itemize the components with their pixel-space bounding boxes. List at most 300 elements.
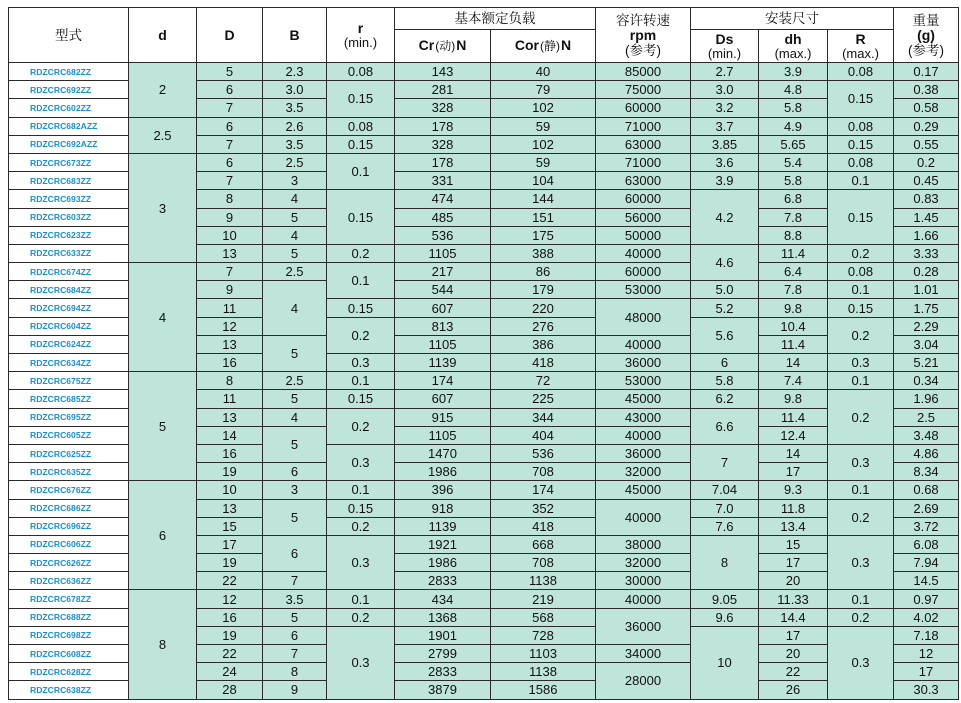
weight-cell: 14.5 [894, 572, 959, 590]
outer-diameter-D-cell: 5 [197, 63, 263, 81]
allowable-speed-cell: 32000 [596, 554, 691, 572]
outer-diameter-D-cell: 11 [197, 390, 263, 408]
fillet-R-cell: 0.15 [828, 81, 894, 117]
chamfer-r-cell: 0.2 [327, 244, 395, 262]
chamfer-r-cell: 0.15 [327, 390, 395, 408]
shoulder-Ds-cell: 9.05 [691, 590, 759, 608]
housing-dh-cell: 14 [759, 444, 828, 462]
outer-diameter-D-cell: 8 [197, 190, 263, 208]
outer-diameter-D-cell: 19 [197, 626, 263, 644]
static-load-Cor-cell: 179 [491, 281, 596, 299]
model-number-cell[interactable]: RDZCRC693ZZ [9, 190, 129, 208]
model-number-cell[interactable]: RDZCRC628ZZ [9, 663, 129, 681]
weight-cell: 12 [894, 645, 959, 663]
header-weight [894, 8, 959, 63]
allowable-speed-cell: 36000 [596, 354, 691, 372]
shoulder-Ds-cell: 3.7 [691, 117, 759, 135]
housing-dh-cell: 9.3 [759, 481, 828, 499]
model-number-cell[interactable]: RDZCRC682AZZ [9, 117, 129, 135]
outer-diameter-D-cell: 13 [197, 335, 263, 353]
allowable-speed-cell: 63000 [596, 135, 691, 153]
bore-d-cell: 3 [129, 153, 197, 262]
header-Ds-qualifier: (min.) [707, 45, 742, 61]
width-B-cell: 5 [263, 608, 327, 626]
shoulder-Ds-cell: 8 [691, 535, 759, 590]
housing-dh-cell: 5.8 [759, 172, 828, 190]
width-B-cell: 8 [263, 663, 327, 681]
outer-diameter-D-cell: 14 [197, 426, 263, 444]
housing-dh-cell: 3.9 [759, 63, 828, 81]
header-dh-qualifier: (max.) [774, 45, 812, 61]
header-outer-D [197, 8, 263, 63]
outer-diameter-D-cell: 10 [197, 481, 263, 499]
header-d [129, 8, 197, 63]
header-weight-unit: (g) [917, 26, 935, 43]
weight-cell: 3.48 [894, 426, 959, 444]
table-row [9, 481, 959, 499]
dynamic-load-Cr-cell: 174 [395, 372, 491, 390]
weight-cell: 0.97 [894, 590, 959, 608]
allowable-speed-cell: 50000 [596, 226, 691, 244]
width-B-cell: 4 [263, 408, 327, 426]
shoulder-Ds-cell: 10 [691, 626, 759, 699]
dynamic-load-Cr-cell: 328 [395, 99, 491, 117]
table-row [9, 117, 959, 135]
model-number-cell[interactable]: RDZCRC633ZZ [9, 244, 129, 262]
chamfer-r-cell: 0.3 [327, 444, 395, 480]
static-load-Cor-cell: 344 [491, 408, 596, 426]
allowable-speed-cell: 43000 [596, 408, 691, 426]
outer-diameter-D-cell: 17 [197, 535, 263, 553]
weight-cell: 0.17 [894, 63, 959, 81]
width-B-cell: 3.0 [263, 81, 327, 99]
chamfer-r-cell: 0.15 [327, 190, 395, 245]
header-Cor-symbol: Cor [514, 37, 539, 53]
outer-diameter-D-cell: 7 [197, 99, 263, 117]
allowable-speed-cell: 36000 [596, 444, 691, 462]
width-B-cell: 6 [263, 626, 327, 644]
header-mounting-dimensions: 安装尺寸 [691, 8, 894, 30]
table-row [9, 63, 959, 81]
model-number-cell[interactable]: RDZCRC603ZZ [9, 208, 129, 226]
allowable-speed-cell: 32000 [596, 463, 691, 481]
housing-dh-cell: 6.8 [759, 190, 828, 208]
fillet-R-cell: 0.15 [828, 135, 894, 153]
shoulder-Ds-cell: 7 [691, 444, 759, 480]
dynamic-load-Cr-cell: 178 [395, 117, 491, 135]
weight-cell: 3.04 [894, 335, 959, 353]
weight-cell: 0.68 [894, 481, 959, 499]
outer-diameter-D-cell: 11 [197, 299, 263, 317]
housing-dh-cell: 22 [759, 663, 828, 681]
allowable-speed-cell: 48000 [596, 299, 691, 335]
dynamic-load-Cr-cell: 474 [395, 190, 491, 208]
width-B-cell: 4 [263, 281, 327, 336]
static-load-Cor-cell: 404 [491, 426, 596, 444]
static-load-Cor-cell: 144 [491, 190, 596, 208]
static-load-Cor-cell: 1138 [491, 572, 596, 590]
dynamic-load-Cr-cell: 607 [395, 390, 491, 408]
bore-d-cell: 2.5 [129, 117, 197, 153]
shoulder-Ds-cell: 7.6 [691, 517, 759, 535]
allowable-speed-cell: 60000 [596, 190, 691, 208]
header-weight-note: (参考) [908, 42, 945, 58]
outer-diameter-D-cell: 19 [197, 463, 263, 481]
static-load-Cor-cell: 175 [491, 226, 596, 244]
bore-d-cell: 6 [129, 481, 197, 590]
model-number-cell[interactable]: RDZCRC605ZZ [9, 426, 129, 444]
fillet-R-cell: 0.08 [828, 153, 894, 171]
dynamic-load-Cr-cell: 918 [395, 499, 491, 517]
model-number-cell[interactable]: RDZCRC696ZZ [9, 517, 129, 535]
allowable-speed-cell: 40000 [596, 499, 691, 535]
allowable-speed-cell: 40000 [596, 335, 691, 353]
outer-diameter-D-cell: 16 [197, 608, 263, 626]
dynamic-load-Cr-cell: 485 [395, 208, 491, 226]
bore-d-cell: 5 [129, 372, 197, 481]
outer-diameter-D-cell: 28 [197, 681, 263, 699]
allowable-speed-cell: 40000 [596, 426, 691, 444]
model-number-cell[interactable]: RDZCRC626ZZ [9, 554, 129, 572]
shoulder-Ds-cell: 5.2 [691, 299, 759, 317]
fillet-R-cell: 0.2 [828, 390, 894, 445]
width-B-cell: 2.5 [263, 372, 327, 390]
header-fillet-R [828, 30, 894, 63]
fillet-R-cell: 0.15 [828, 299, 894, 317]
header-Cor-unit: N [561, 37, 572, 53]
housing-dh-cell: 14 [759, 354, 828, 372]
weight-cell: 4.86 [894, 444, 959, 462]
dynamic-load-Cr-cell: 1986 [395, 463, 491, 481]
static-load-Cor-cell: 102 [491, 99, 596, 117]
fillet-R-cell: 0.2 [828, 608, 894, 626]
model-number-cell[interactable]: RDZCRC604ZZ [9, 317, 129, 335]
weight-cell: 0.38 [894, 81, 959, 99]
dynamic-load-Cr-cell: 544 [395, 281, 491, 299]
width-B-cell: 5 [263, 390, 327, 408]
header-dh-symbol: dh [784, 30, 802, 47]
outer-diameter-D-cell: 13 [197, 408, 263, 426]
header-chamfer-r [327, 8, 395, 63]
width-B-cell: 5 [263, 244, 327, 262]
model-number-cell[interactable]: RDZCRC692AZZ [9, 135, 129, 153]
fillet-R-cell: 0.1 [828, 481, 894, 499]
dynamic-load-Cr-cell: 607 [395, 299, 491, 317]
header-dynamic-load-Cr [395, 30, 491, 63]
static-load-Cor-cell: 174 [491, 481, 596, 499]
outer-diameter-D-cell: 13 [197, 499, 263, 517]
chamfer-r-cell: 0.1 [327, 372, 395, 390]
dynamic-load-Cr-cell: 1105 [395, 335, 491, 353]
header-r-symbol: r [357, 19, 364, 36]
dynamic-load-Cr-cell: 331 [395, 172, 491, 190]
model-number-cell[interactable]: RDZCRC674ZZ [9, 263, 129, 281]
width-B-cell: 3 [263, 481, 327, 499]
housing-dh-cell: 4.9 [759, 117, 828, 135]
shoulder-Ds-cell: 6 [691, 354, 759, 372]
model-number-cell[interactable]: RDZCRC624ZZ [9, 335, 129, 353]
table-row [9, 372, 959, 390]
model-number-cell[interactable]: RDZCRC673ZZ [9, 153, 129, 171]
fillet-R-cell: 0.1 [828, 372, 894, 390]
static-load-Cor-cell: 86 [491, 263, 596, 281]
dynamic-load-Cr-cell: 281 [395, 81, 491, 99]
housing-dh-cell: 17 [759, 463, 828, 481]
housing-dh-cell: 7.4 [759, 372, 828, 390]
fillet-R-cell: 0.2 [828, 244, 894, 262]
bore-d-cell: 8 [129, 590, 197, 699]
fillet-R-cell: 0.08 [828, 63, 894, 81]
housing-dh-cell: 10.4 [759, 317, 828, 335]
weight-cell: 2.29 [894, 317, 959, 335]
model-number-cell[interactable]: RDZCRC675ZZ [9, 372, 129, 390]
chamfer-r-cell: 0.1 [327, 590, 395, 608]
bearing-spec-table [8, 7, 959, 700]
model-number-cell[interactable]: RDZCRC684ZZ [9, 281, 129, 299]
housing-dh-cell: 9.8 [759, 299, 828, 317]
weight-cell: 0.28 [894, 263, 959, 281]
table-body [9, 63, 959, 700]
fillet-R-cell: 0.15 [828, 190, 894, 245]
outer-diameter-D-cell: 15 [197, 517, 263, 535]
static-load-Cor-cell: 388 [491, 244, 596, 262]
chamfer-r-cell: 0.3 [327, 354, 395, 372]
weight-cell: 0.58 [894, 99, 959, 117]
housing-dh-cell: 15 [759, 535, 828, 553]
allowable-speed-cell: 63000 [596, 172, 691, 190]
allowable-speed-cell: 53000 [596, 281, 691, 299]
width-B-cell: 5 [263, 335, 327, 371]
fillet-R-cell: 0.3 [828, 626, 894, 699]
allowable-speed-cell: 56000 [596, 208, 691, 226]
width-B-cell: 6 [263, 535, 327, 571]
static-load-Cor-cell: 418 [491, 354, 596, 372]
housing-dh-cell: 11.33 [759, 590, 828, 608]
model-number-cell[interactable]: RDZCRC698ZZ [9, 626, 129, 644]
weight-cell: 0.29 [894, 117, 959, 135]
model-number-cell[interactable]: RDZCRC685ZZ [9, 390, 129, 408]
model-number-cell[interactable]: RDZCRC623ZZ [9, 226, 129, 244]
header-speed-unit: rpm [629, 26, 657, 43]
model-number-cell[interactable]: RDZCRC625ZZ [9, 444, 129, 462]
header-d-label: d [158, 26, 167, 43]
fillet-R-cell: 0.08 [828, 263, 894, 281]
width-B-cell: 9 [263, 681, 327, 699]
width-B-cell: 7 [263, 645, 327, 663]
housing-dh-cell: 20 [759, 572, 828, 590]
housing-dh-cell: 7.8 [759, 281, 828, 299]
dynamic-load-Cr-cell: 143 [395, 63, 491, 81]
dynamic-load-Cr-cell: 1470 [395, 444, 491, 462]
allowable-speed-cell: 71000 [596, 117, 691, 135]
model-number-cell[interactable]: RDZCRC606ZZ [9, 535, 129, 553]
static-load-Cor-cell: 1138 [491, 663, 596, 681]
static-load-Cor-cell: 708 [491, 554, 596, 572]
housing-dh-cell: 17 [759, 554, 828, 572]
chamfer-r-cell: 0.3 [327, 535, 395, 590]
outer-diameter-D-cell: 7 [197, 263, 263, 281]
allowable-speed-cell: 71000 [596, 153, 691, 171]
outer-diameter-D-cell: 13 [197, 244, 263, 262]
model-number-cell[interactable]: RDZCRC688ZZ [9, 608, 129, 626]
housing-dh-cell: 20 [759, 645, 828, 663]
fillet-R-cell: 0.3 [828, 354, 894, 372]
static-load-Cor-cell: 59 [491, 117, 596, 135]
allowable-speed-cell: 75000 [596, 81, 691, 99]
static-load-Cor-cell: 59 [491, 153, 596, 171]
dynamic-load-Cr-cell: 2833 [395, 572, 491, 590]
dynamic-load-Cr-cell: 1986 [395, 554, 491, 572]
weight-cell: 2.5 [894, 408, 959, 426]
header-static-load-Cor [491, 30, 596, 63]
model-number-cell[interactable]: RDZCRC686ZZ [9, 499, 129, 517]
shoulder-Ds-cell: 4.2 [691, 190, 759, 245]
dynamic-load-Cr-cell: 1139 [395, 354, 491, 372]
weight-cell: 8.34 [894, 463, 959, 481]
model-number-cell[interactable]: RDZCRC683ZZ [9, 172, 129, 190]
static-load-Cor-cell: 104 [491, 172, 596, 190]
static-load-Cor-cell: 1103 [491, 645, 596, 663]
shoulder-Ds-cell: 5.8 [691, 372, 759, 390]
fillet-R-cell: 0.3 [828, 535, 894, 590]
weight-cell: 30.3 [894, 681, 959, 699]
static-load-Cor-cell: 40 [491, 63, 596, 81]
header-allowable-speed [596, 8, 691, 63]
header-R-symbol: R [855, 30, 866, 47]
static-load-Cor-cell: 352 [491, 499, 596, 517]
header-Ds-symbol: Ds [715, 30, 734, 47]
chamfer-r-cell: 0.2 [327, 517, 395, 535]
dynamic-load-Cr-cell: 915 [395, 408, 491, 426]
model-number-cell[interactable]: RDZCRC636ZZ [9, 572, 129, 590]
housing-dh-cell: 13.4 [759, 517, 828, 535]
chamfer-r-cell: 0.08 [327, 63, 395, 81]
housing-dh-cell: 6.4 [759, 263, 828, 281]
static-load-Cor-cell: 219 [491, 590, 596, 608]
bore-d-cell: 4 [129, 263, 197, 372]
header-Cr-paren: (动) [435, 39, 456, 53]
weight-cell: 0.83 [894, 190, 959, 208]
model-number-cell[interactable]: RDZCRC694ZZ [9, 299, 129, 317]
allowable-speed-cell: 45000 [596, 481, 691, 499]
chamfer-r-cell: 0.3 [327, 626, 395, 699]
weight-cell: 2.69 [894, 499, 959, 517]
weight-cell: 1.75 [894, 299, 959, 317]
weight-cell: 6.08 [894, 535, 959, 553]
chamfer-r-cell: 0.08 [327, 117, 395, 135]
outer-diameter-D-cell: 8 [197, 372, 263, 390]
allowable-speed-cell: 36000 [596, 608, 691, 644]
dynamic-load-Cr-cell: 396 [395, 481, 491, 499]
model-number-cell[interactable]: RDZCRC695ZZ [9, 408, 129, 426]
header-model: 型式 [9, 8, 129, 63]
outer-diameter-D-cell: 7 [197, 135, 263, 153]
model-number-cell[interactable]: RDZCRC634ZZ [9, 354, 129, 372]
width-B-cell: 2.3 [263, 63, 327, 81]
width-B-cell: 5 [263, 499, 327, 535]
fillet-R-cell: 0.2 [828, 317, 894, 353]
chamfer-r-cell: 0.15 [327, 499, 395, 517]
model-number-cell[interactable]: RDZCRC602ZZ [9, 99, 129, 117]
model-number-cell[interactable]: RDZCRC692ZZ [9, 81, 129, 99]
width-B-cell: 5 [263, 426, 327, 462]
weight-cell: 1.96 [894, 390, 959, 408]
static-load-Cor-cell: 418 [491, 517, 596, 535]
weight-cell: 5.21 [894, 354, 959, 372]
outer-diameter-D-cell: 10 [197, 226, 263, 244]
shoulder-Ds-cell: 4.6 [691, 244, 759, 280]
outer-diameter-D-cell: 6 [197, 117, 263, 135]
shoulder-Ds-cell: 2.7 [691, 63, 759, 81]
allowable-speed-cell: 53000 [596, 372, 691, 390]
header-width-B [263, 8, 327, 63]
housing-dh-cell: 11.8 [759, 499, 828, 517]
weight-cell: 7.94 [894, 554, 959, 572]
outer-diameter-D-cell: 12 [197, 590, 263, 608]
static-load-Cor-cell: 102 [491, 135, 596, 153]
width-B-cell: 3.5 [263, 135, 327, 153]
header-Cr-unit: N [456, 37, 467, 53]
shoulder-Ds-cell: 6.6 [691, 408, 759, 444]
dynamic-load-Cr-cell: 328 [395, 135, 491, 153]
model-number-cell[interactable]: RDZCRC682ZZ [9, 63, 129, 81]
width-B-cell: 3.5 [263, 590, 327, 608]
dynamic-load-Cr-cell: 434 [395, 590, 491, 608]
dynamic-load-Cr-cell: 178 [395, 153, 491, 171]
shoulder-Ds-cell: 3.9 [691, 172, 759, 190]
weight-cell: 1.01 [894, 281, 959, 299]
header-housing-dh [759, 30, 828, 63]
static-load-Cor-cell: 386 [491, 335, 596, 353]
fillet-R-cell: 0.1 [828, 281, 894, 299]
static-load-Cor-cell: 225 [491, 390, 596, 408]
dynamic-load-Cr-cell: 2833 [395, 663, 491, 681]
model-number-cell[interactable]: RDZCRC676ZZ [9, 481, 129, 499]
housing-dh-cell: 14.4 [759, 608, 828, 626]
shoulder-Ds-cell: 9.6 [691, 608, 759, 626]
header-weight-title: 重量 [912, 12, 940, 28]
weight-cell: 3.72 [894, 517, 959, 535]
outer-diameter-D-cell: 16 [197, 444, 263, 462]
dynamic-load-Cr-cell: 1901 [395, 626, 491, 644]
static-load-Cor-cell: 220 [491, 299, 596, 317]
model-number-cell[interactable]: RDZCRC678ZZ [9, 590, 129, 608]
model-number-cell[interactable]: RDZCRC638ZZ [9, 681, 129, 699]
shoulder-Ds-cell: 3.0 [691, 81, 759, 99]
shoulder-Ds-cell: 7.0 [691, 499, 759, 517]
weight-cell: 0.2 [894, 153, 959, 171]
fillet-R-cell: 0.1 [828, 172, 894, 190]
weight-cell: 0.55 [894, 135, 959, 153]
shoulder-Ds-cell: 3.2 [691, 99, 759, 117]
header-Cor-paren: (静) [540, 39, 560, 53]
width-B-cell: 5 [263, 208, 327, 226]
allowable-speed-cell: 38000 [596, 535, 691, 553]
chamfer-r-cell: 0.1 [327, 263, 395, 299]
weight-cell: 0.45 [894, 172, 959, 190]
model-number-cell[interactable]: RDZCRC635ZZ [9, 463, 129, 481]
static-load-Cor-cell: 708 [491, 463, 596, 481]
model-number-cell[interactable]: RDZCRC608ZZ [9, 645, 129, 663]
housing-dh-cell: 17 [759, 626, 828, 644]
header-speed-title: 容许转速 [616, 12, 670, 28]
static-load-Cor-cell: 79 [491, 81, 596, 99]
fillet-R-cell: 0.3 [828, 444, 894, 480]
allowable-speed-cell: 28000 [596, 663, 691, 699]
dynamic-load-Cr-cell: 2799 [395, 645, 491, 663]
table-row [9, 263, 959, 281]
header-r-qualifier: (min.) [343, 34, 378, 50]
